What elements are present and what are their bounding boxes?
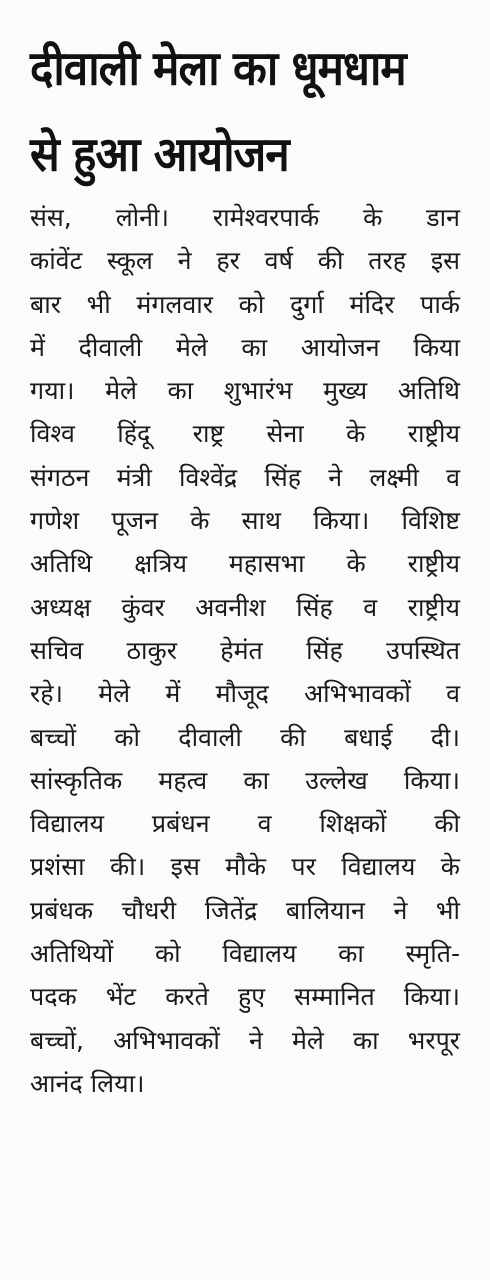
body-line: संगठन मंत्री विश्वेंद्र सिंह ने लक्ष्मी व [30, 462, 460, 492]
body-line: सचिव ठाकुर हेमंत सिंह उपस्थित [30, 635, 460, 665]
body-line: रहे। मेले में मौजूद अभिभावकों व [30, 679, 460, 709]
body-line: बच्चों को दीवाली की बधाई दी। [30, 722, 460, 752]
body-line: प्रशंसा की। इस मौके पर विद्यालय के [30, 852, 460, 882]
body-line: गणेश पूजन के साथ किया। विशिष्ट [30, 506, 460, 536]
body-line: कांवेंट स्कूल ने हर वर्ष की तरह इस [30, 246, 460, 276]
body-line: में दीवाली मेले का आयोजन किया [30, 332, 460, 362]
headline-line-2: से हुआ आयोजन [30, 127, 289, 183]
body-line: सांस्कृतिक महत्व का उल्लेख किया। [30, 765, 460, 795]
body-line: विद्यालय प्रबंधन व शिक्षकों की [30, 809, 460, 839]
body-line: बच्चों, अभिभावकों ने मेले का भरपूर [30, 1025, 460, 1055]
body-line-last: आनंद लिया। [30, 1068, 145, 1098]
article-body [30, 196, 460, 1105]
body-line: पदक भेंट करते हुए सम्मानित किया। [30, 982, 460, 1012]
body-line: संस, लोनी। रामेश्वरपार्क के डान [30, 203, 460, 232]
body-line: विश्व हिंदू राष्ट्र सेना के राष्ट्रीय [30, 419, 460, 449]
body-line: प्रबंधक चौधरी जितेंद्र बालियान ने भी [30, 895, 460, 925]
body-line: गया। मेले का शुभारंभ मुख्य अतिथि [30, 376, 460, 406]
body-line: अतिथियों को विद्यालय का स्मृति- [30, 939, 460, 969]
body-line: अध्यक्ष कुंवर अवनीश सिंह व राष्ट्रीय [30, 592, 460, 622]
body-line: बार भी मंगलवार को दुर्गा मंदिर पार्क [30, 289, 460, 319]
headline [30, 26, 460, 199]
headline-line-1: दीवाली मेला का धूमधाम [30, 41, 406, 97]
body-line: अतिथि क्षत्रिय महासभा के राष्ट्रीय [30, 549, 460, 579]
